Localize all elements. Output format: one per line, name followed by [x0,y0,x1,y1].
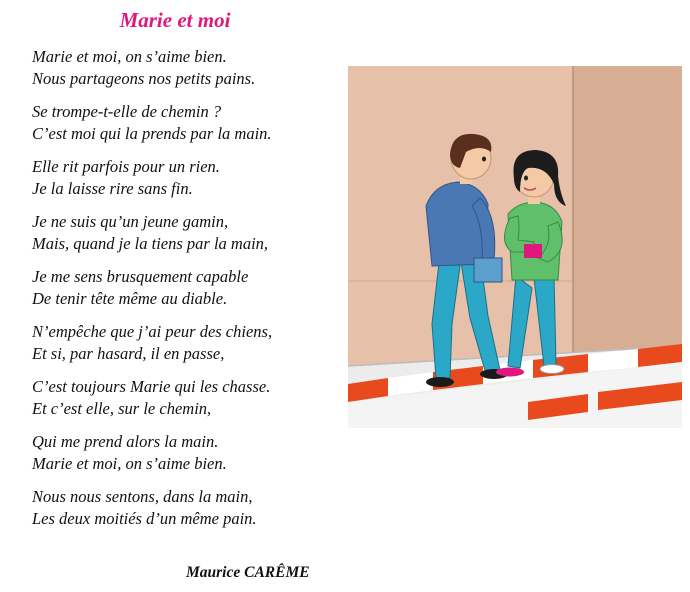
poem-line: Mais, quand je la tiens par la main, [32,234,269,253]
poem-line: Elle rit parfois pour un rien. [32,157,220,176]
poem-body [32,46,352,541]
children-on-sidewalk-illustration [348,66,682,428]
wall-corner [573,66,682,366]
poem-line: Marie et moi, on s’aime bien. [32,454,227,473]
poem-line: De tenir tête même au diable. [32,289,228,308]
poem-line: Et c’est elle, sur le chemin, [32,399,212,418]
poem-line: Je me sens brusquement capable [32,267,249,286]
poem-title: Marie et moi [119,8,231,32]
stanza [32,321,352,365]
poem-line: Se trompe-t-elle de chemin ? [32,102,222,121]
stanza [32,211,352,255]
poem-line: Nous partageons nos petits pains. [32,69,256,88]
stanza [32,376,352,420]
poem-line: Qui me prend alors la main. [32,432,219,451]
poem-line: Je la laisse rire sans fin. [32,179,193,198]
stanza [32,431,352,475]
poem-line: N’empêche que j’ai peur des chiens, [32,322,273,341]
author-name: Maurice CARÊME [186,564,310,581]
poem-line: Nous nous sentons, dans la main, [32,487,253,506]
poem-line: Marie et moi, on s’aime bien. [32,47,227,66]
stanza [32,266,352,310]
poem-line: Les deux moitiés d’un même pain. [32,509,257,528]
stanza [32,46,352,90]
stanza [32,101,352,145]
poem-line: Je ne suis qu’un jeune gamin, [32,212,229,231]
poem-line: C’est moi qui la prends par la main. [32,124,272,143]
stanza [32,486,352,530]
stanza [32,156,352,200]
poem-line: C’est toujours Marie qui les chasse. [32,377,271,396]
poem-line: Et si, par hasard, il en passe, [32,344,225,363]
